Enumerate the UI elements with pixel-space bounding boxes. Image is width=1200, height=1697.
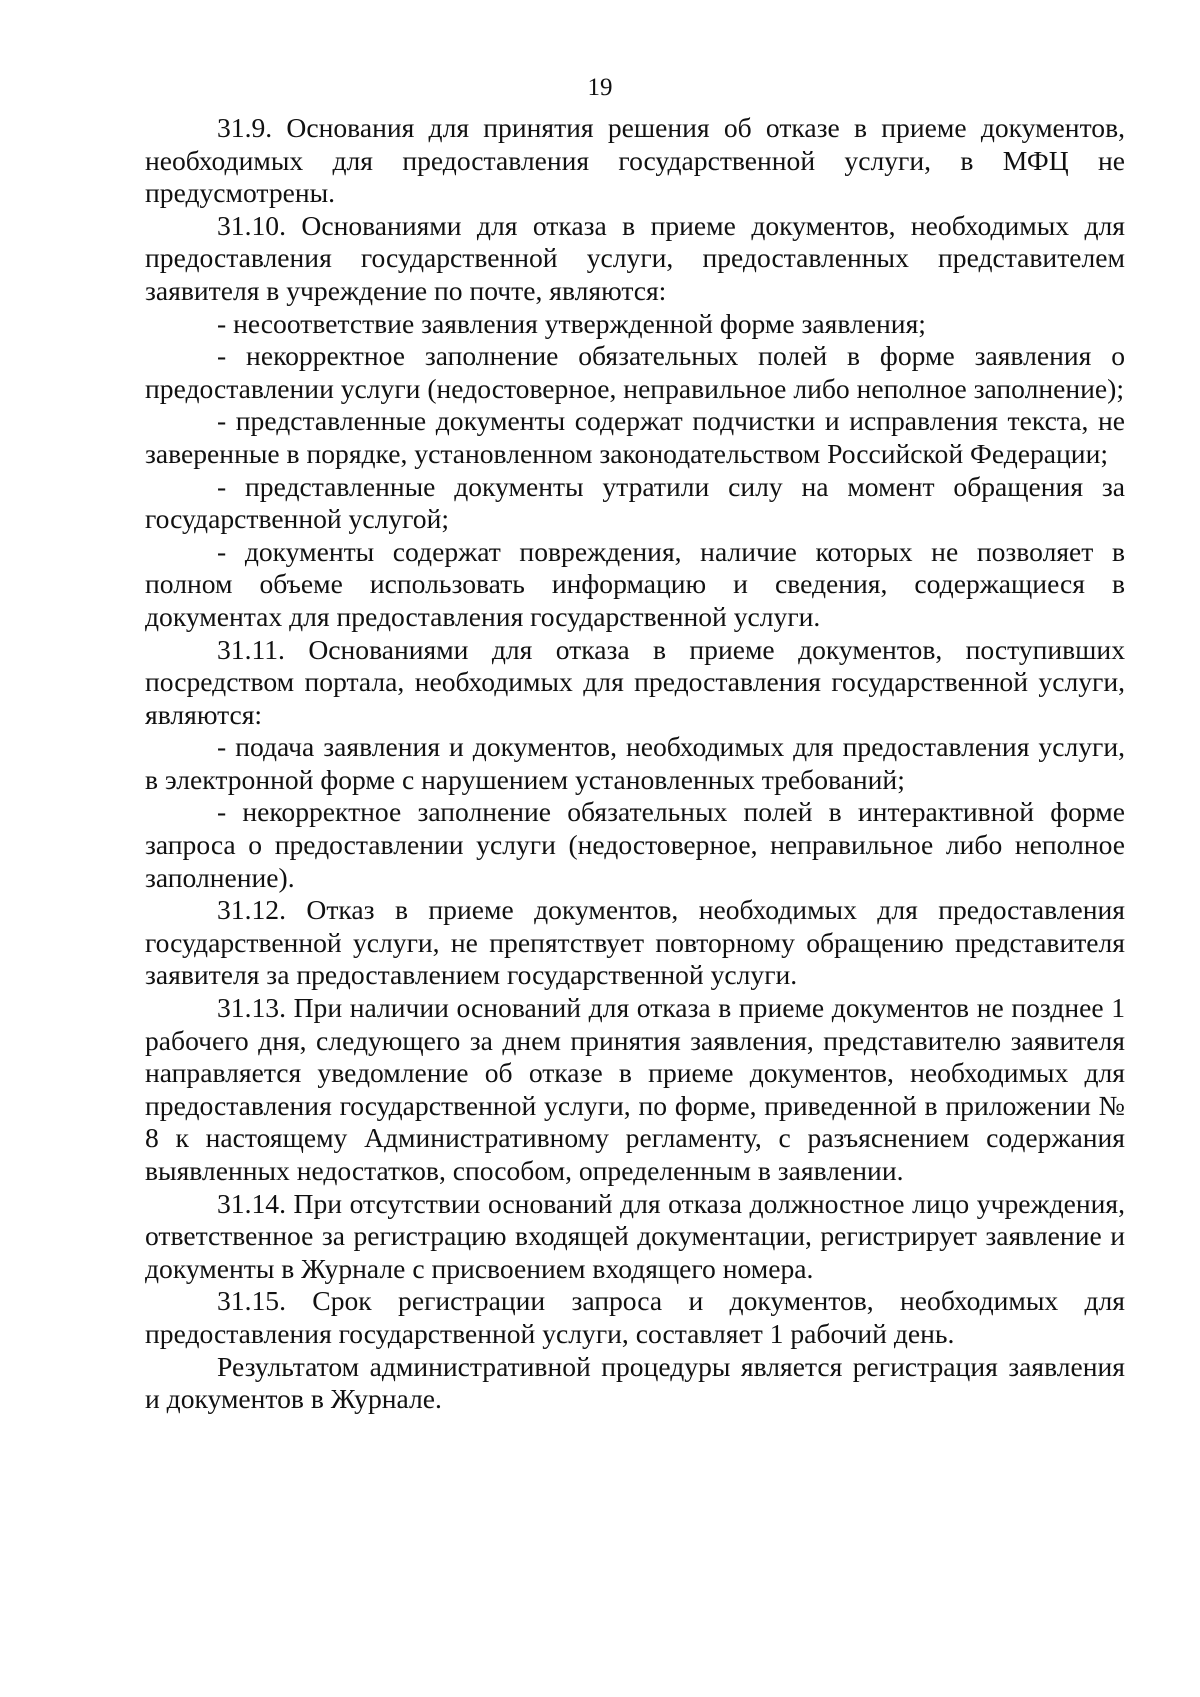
list-item: - некорректное заполнение обязательных полей в интерактивной форме запроса о предоставлении услуги (недостоверное, неправильное либо неполное заполнение). xyxy=(145,796,1125,893)
paragraph-31-11: 31.11. Основаниями для отказа в приеме документов, поступивших посредством портала, необходимых для предоставления государственной услуги, являются: xyxy=(145,633,1125,730)
paragraph-result: Результатом административной процедуры является регистрация заявления и документов в Журнале. xyxy=(145,1350,1125,1415)
document-body xyxy=(145,112,1125,1416)
paragraph-31-14: 31.14. При отсутствии оснований для отказа должностное лицо учреждения, ответственное за регистрацию входящей документации, регистрирует заявление и документы в Журнале с присвоением входящего номера. xyxy=(145,1187,1125,1284)
list-item: - документы содержат повреждения, наличие которых не позволяет в полном объеме использовать информацию и сведения, содержащиеся в документах для предоставления государственной услуги. xyxy=(145,535,1125,632)
paragraph-31-10: 31.10. Основаниями для отказа в приеме документов, необходимых для предоставления государственной услуги, предоставленных представителем заявителя в учреждение по почте, являются: xyxy=(145,209,1125,306)
list-item: - подача заявления и документов, необходимых для предоставления услуги, в электронной форме с нарушением установленных требований; xyxy=(145,731,1125,795)
list-item: - некорректное заполнение обязательных полей в форме заявления о предоставлении услуги (недостоверное, неправильное либо неполное заполнение); xyxy=(145,340,1125,404)
page-number: 19 xyxy=(587,74,613,101)
paragraph-31-12: 31.12. Отказ в приеме документов, необходимых для предоставления государственной услуги, не препятствует повторному обращению представителя заявителя за предоставлением государственной услуги. xyxy=(145,894,1125,991)
list-item: - представленные документы утратили силу на момент обращения за государственной услугой; xyxy=(145,470,1125,535)
paragraph-31-15: 31.15. Срок регистрации запроса и документов, необходимых для предоставления государственной услуги, составляет 1 рабочий день. xyxy=(145,1285,1125,1349)
paragraph-31-9: 31.9. Основания для принятия решения об отказе в приеме документов, необходимых для предоставления государственной услуги, в МФЦ не предусмотрены. xyxy=(145,112,1125,209)
list-item: - несоответствие заявления утвержденной форме заявления; xyxy=(217,307,926,339)
list-item: - представленные документы содержат подчистки и исправления текста, не заверенные в порядке, установленном законодательством Российской Федерации; xyxy=(145,405,1125,469)
paragraph-31-13: 31.13. При наличии оснований для отказа в приеме документов не позднее 1 рабочего дня, следующего за днем принятия заявления, представителю заявителя направляется уведомление об отказе в приеме документов, необходимых для предоставления государственной услуги, по форме, приведенной в приложении № 8 к настоящему Административному регламенту, с разъяснением содержания выявленных недостатков, способом, определенным в заявлении. xyxy=(145,992,1125,1186)
